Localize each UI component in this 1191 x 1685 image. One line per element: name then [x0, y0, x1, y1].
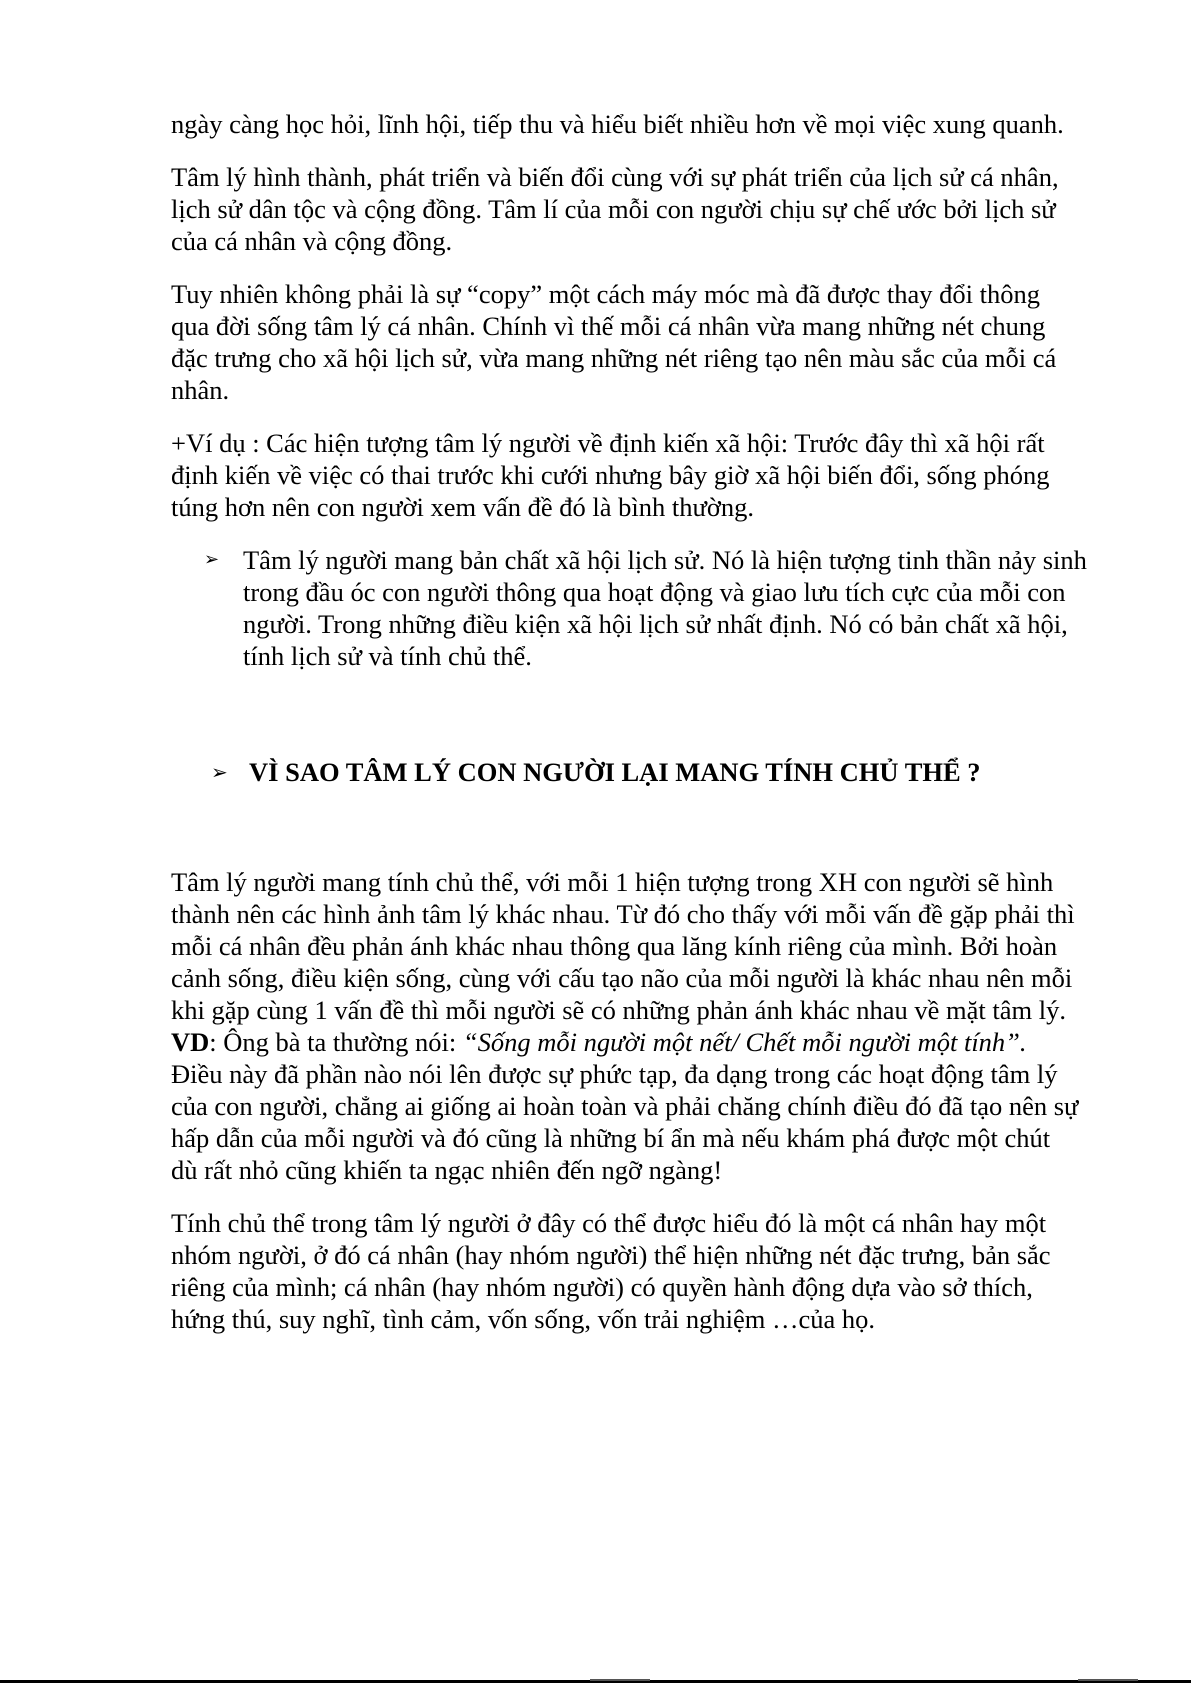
bullet-text: Tâm lý người mang bản chất xã hội lịch sử. Nó là hiện tượng tinh thần nảy sinh trong đầu óc con người thông qua hoạt động và giao lưu tích cực của mỗi con người. Trong những điều kiện xã hội lịch sử nhất định. Nó có bản chất xã hội, tính lịch sử và tính chủ thể.	[243, 545, 1087, 671]
example-intro: : Ông bà ta thường nói:	[209, 1027, 463, 1057]
paragraph-not-copy: Tuy nhiên không phải là sự “copy” một cách máy móc mà đã được thay đổi thông qua đời sống tâm lý cá nhân. Chính vì thế mỗi cá nhân vừa mang những nét chung đặc trưng cho xã hội lịch sử, vừa mang những nét riêng tạo nên màu sắc của mỗi cá nhân.	[171, 279, 1057, 405]
paragraph-example-prejudice: +Ví dụ : Các hiện tượng tâm lý người về định kiến xã hội: Trước đây thì xã hội rất định kiến về việc có thai trước khi cưới nhưng bây giờ xã hội biến đổi, sống phóng túng hơn nên con người xem vấn đề đó là bình thường.	[171, 428, 1050, 522]
section-heading-text: VÌ SAO TÂM LÝ CON NGƯỜI LẠI MANG TÍNH CHỦ THỂ ?	[249, 757, 981, 787]
bullet-item-social-nature	[204, 544, 1103, 672]
page-bottom-mark	[590, 1679, 650, 1681]
example-rest: Điều này đã phần nào nói lên được sự phức tạp, đa dạng trong các hoạt động tâm lý của con người, chẳng ai giống ai hoàn toàn và phải chăng chính điều đó đã tạo nên sự hấp dẫn của mỗi người và đó cũng là những bí ẩn mà nếu khám phá được một chút dù rất nhỏ cũng khiến ta ngạc nhiên đến ngỡ ngàng!	[171, 1059, 1079, 1185]
paragraph-subjectivity: Tâm lý người mang tính chủ thể, với mỗi 1 hiện tượng trong XH con người sẽ hình thành nên các hình ảnh tâm lý khác nhau. Từ đó cho thấy với mỗi vấn đề gặp phải thì mỗi cá nhân đều phản ánh khác nhau thông qua lăng kính riêng của mình. Bởi hoàn cảnh sống, điều kiện sống, cùng với cấu tạo não của mỗi người là khác nhau nên mỗi khi gặp cùng 1 vấn đề thì mỗi người sẽ có những phản ánh khác nhau về mặt tâm lý.	[171, 867, 1075, 1025]
page-bottom-mark-right	[1078, 1679, 1138, 1681]
paragraph-continuation: ngày càng học hỏi, lĩnh hội, tiếp thu và hiểu biết nhiều hơn về mọi việc xung quanh.	[171, 109, 1064, 139]
arrow-bullet-icon: ➢	[211, 760, 228, 784]
paragraph-history-development: Tâm lý hình thành, phát triển và biến đổi cùng với sự phát triển của lịch sử cá nhân, lịch sử dân tộc và cộng đồng. Tâm lí của mỗi con người chịu sự chế ước bởi lịch sử của cá nhân và cộng đồng.	[171, 162, 1059, 256]
paragraph-subject-definition: Tính chủ thể trong tâm lý người ở đây có thể được hiểu đó là một cá nhân hay một nhóm người, ở đó cá nhân (hay nhóm người) thể hiện những nét đặc trưng, bản sắc riêng của mình; cá nhân (hay nhóm người) có quyền hành động dựa vào sở thích, hứng thú, suy nghĩ, tình cảm, vốn sống, vốn trải nghiệm …của họ.	[171, 1208, 1051, 1334]
paragraph-example-proverb	[171, 1026, 1081, 1186]
arrow-bullet-icon: ➢	[204, 549, 220, 570]
proverb-quote: “Sống mỗi người một nết/ Chết mỗi người một tính”.	[462, 1027, 1027, 1057]
example-label: VD	[171, 1027, 210, 1057]
document-body	[171, 108, 1087, 1335]
section-heading	[211, 756, 1081, 788]
